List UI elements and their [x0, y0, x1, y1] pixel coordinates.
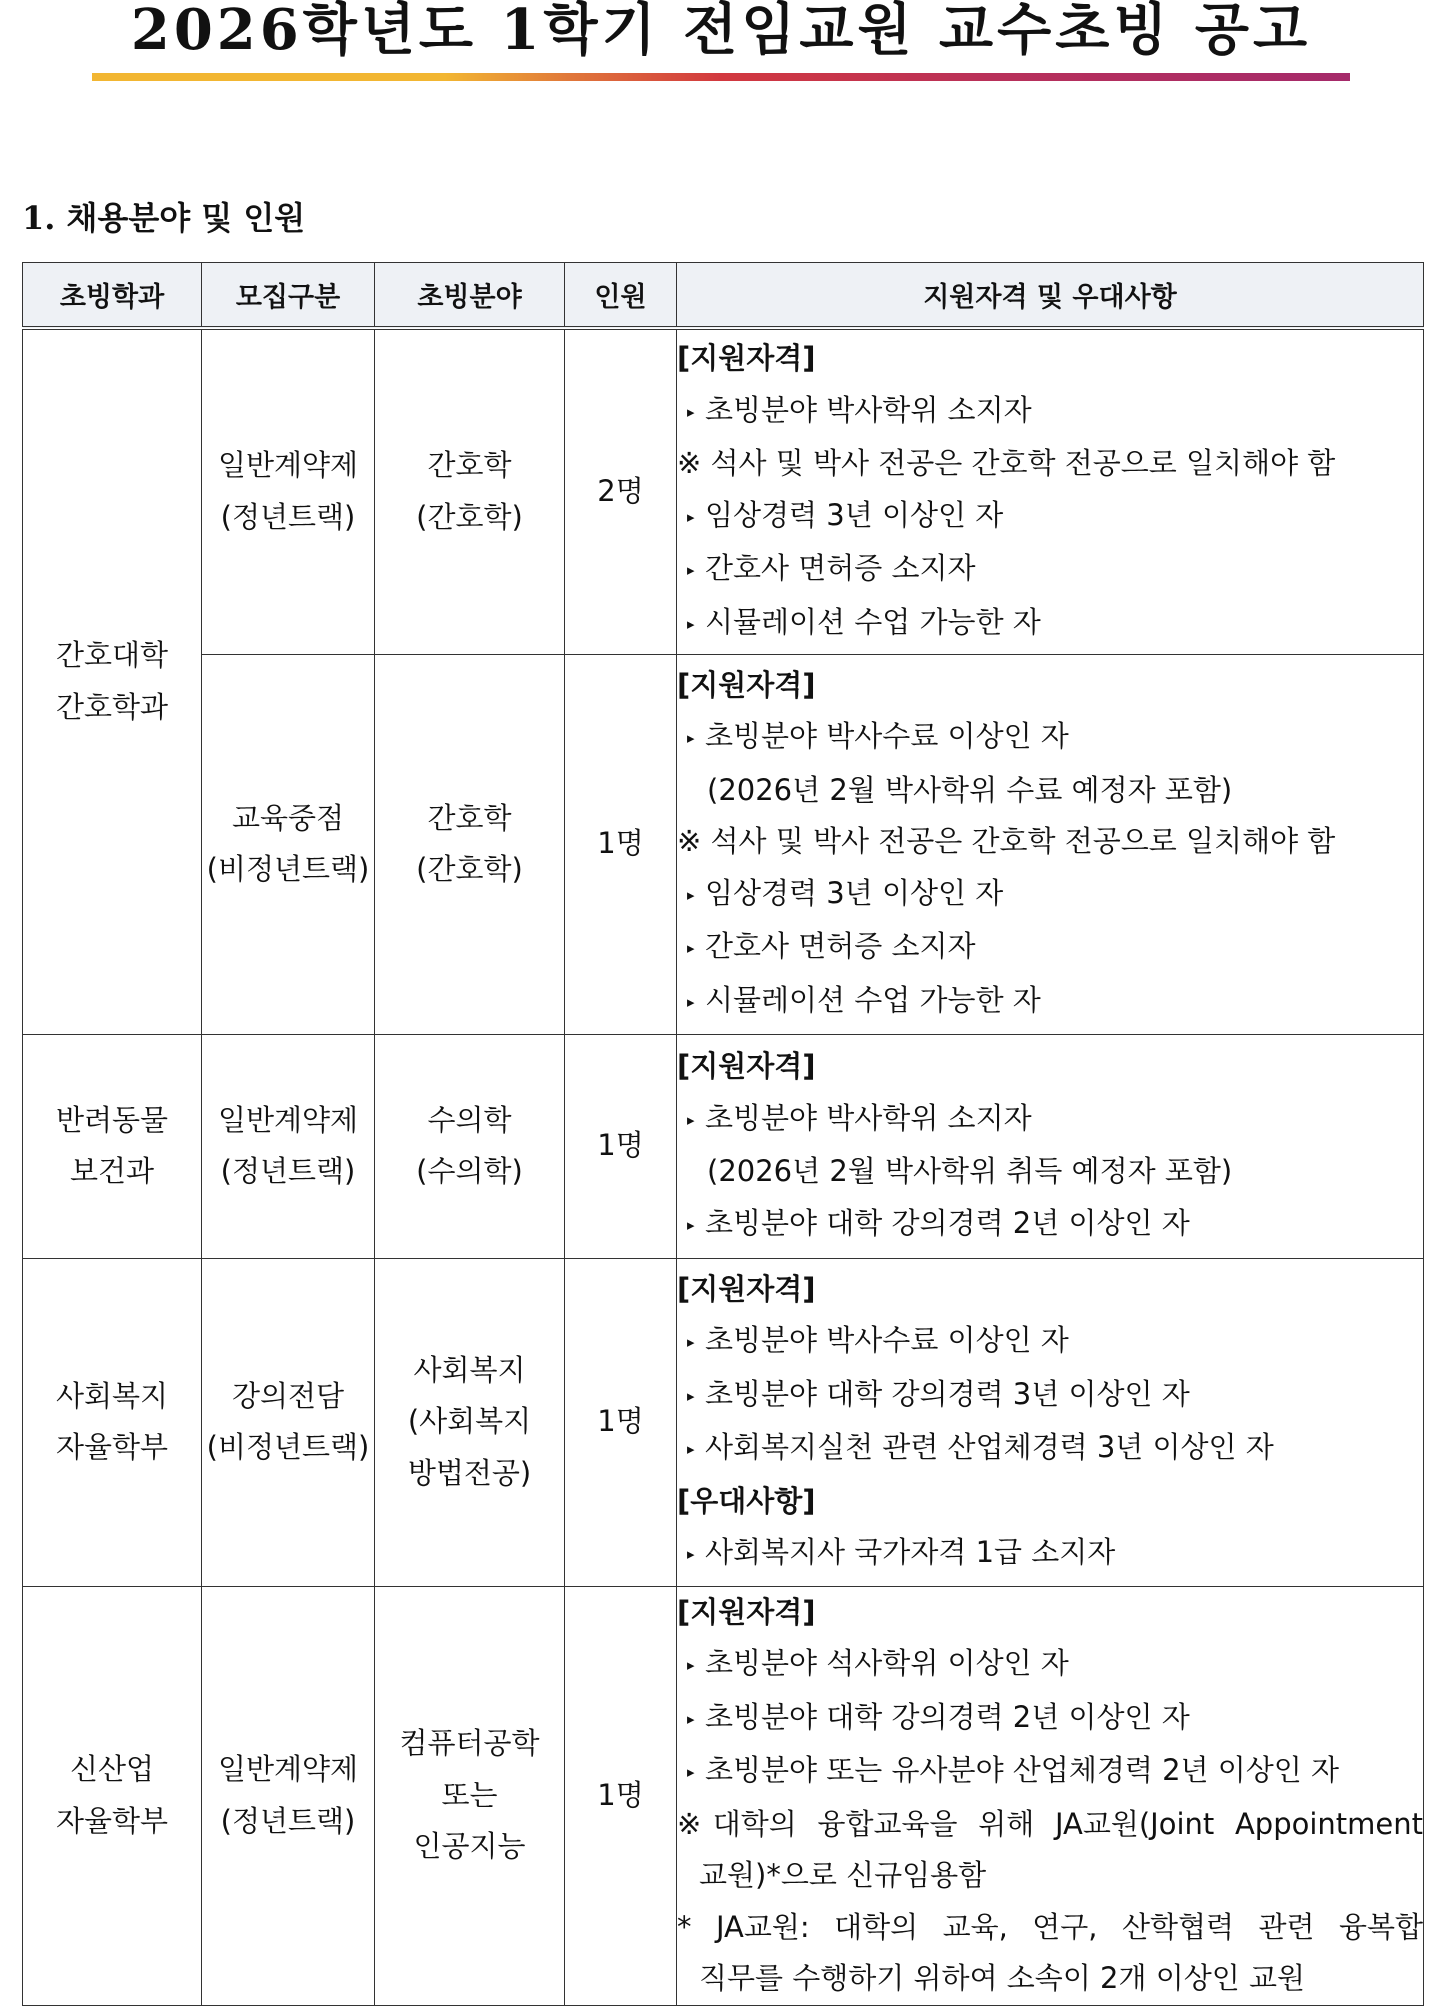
- qualification-title: [지원자격]: [677, 667, 816, 702]
- qualification-text: 시뮬레이션 수업 가능한 자: [705, 982, 1041, 1017]
- qualification-item: [677, 1369, 1423, 1423]
- qualification-item: [677, 1745, 1423, 1799]
- qualification-text: 초빙분야 박사수료 이상인 자: [705, 719, 1069, 754]
- header-type: 모집구분: [202, 263, 375, 329]
- qualification-title: [지원자격]: [677, 341, 816, 376]
- preference-title: [우대사항]: [677, 1483, 816, 1518]
- dept-line: 반려동물: [55, 1102, 169, 1137]
- qualification-cell: [677, 1586, 1424, 2005]
- header-count: 인원: [565, 263, 677, 329]
- dept-cell: [23, 1034, 202, 1258]
- qualification-text: 초빙분야 또는 유사분야 산업체경력 2년 이상인 자: [705, 1753, 1340, 1787]
- field-cell: [375, 654, 565, 1034]
- field-line: (간호학): [416, 499, 523, 534]
- type-line: 강의전담: [231, 1378, 345, 1413]
- qualification-text: 초빙분야 대학 강의경력 3년 이상인 자: [705, 1376, 1190, 1411]
- table-row: [23, 1034, 1424, 1258]
- qualification-title: [지원자격]: [677, 1271, 816, 1306]
- qualification-text: 간호사 면허증 소지자: [705, 551, 976, 586]
- qualification-cell: [677, 328, 1424, 654]
- field-line: 컴퓨터공학: [399, 1726, 540, 1761]
- bullet-triangle-icon: ▸: [687, 1333, 695, 1351]
- count-cell: 2명: [565, 328, 677, 654]
- bullet-triangle-icon: ▸: [687, 939, 695, 958]
- type-line: (비정년트랙): [206, 1430, 370, 1464]
- type-line: 일반계약제: [217, 1102, 359, 1137]
- dept-line: 간호대학: [55, 638, 169, 673]
- qualification-paragraph: ※대학의 융합교육을 위해 JA교원(Joint Appointment: [677, 1806, 1423, 1841]
- qualification-item: [677, 543, 1423, 597]
- qualification-cell: [677, 1034, 1424, 1258]
- qualification-text: 임상경력 3년 이상인 자: [705, 875, 1004, 910]
- field-line: 간호학: [427, 800, 512, 835]
- bullet-triangle-icon: ▸: [687, 507, 695, 526]
- field-line: 사회복지: [413, 1352, 526, 1387]
- count-cell: 1명: [565, 1258, 677, 1586]
- qualification-text: 초빙분야 박사수료 이상인 자: [705, 1323, 1069, 1357]
- dept-line: 자율학부: [55, 1430, 169, 1464]
- table-header-row: [23, 263, 1424, 329]
- qualification-text: 사회복지사 국가자격 1급 소지자: [705, 1535, 1116, 1569]
- qualification-cell: [677, 1258, 1424, 1586]
- qualification-item: [677, 1692, 1423, 1746]
- table-row: [23, 1258, 1424, 1586]
- qualification-text: 시뮬레이션 수업 가능한 자: [705, 604, 1041, 639]
- bullet-triangle-icon: ▸: [687, 885, 695, 904]
- table-row: [23, 654, 1424, 1034]
- type-line: 일반계약제: [217, 448, 359, 483]
- qualification-text: 초빙분야 대학 강의경력 2년 이상인 자: [705, 1699, 1190, 1734]
- qualification-item: [677, 868, 1423, 922]
- bullet-triangle-icon: ▸: [687, 1110, 695, 1129]
- type-cell: [202, 1034, 375, 1258]
- qualification-item: [677, 975, 1423, 1029]
- qualification-subnote: (2026년 2월 박사학위 수료 예정자 포함): [707, 772, 1233, 807]
- type-line: 일반계약제: [217, 1752, 359, 1786]
- bullet-triangle-icon: ▸: [687, 1709, 695, 1728]
- qualification-item: [677, 597, 1423, 651]
- dept-line: 사회복지: [55, 1378, 169, 1413]
- title-underline-bar: [92, 73, 1350, 81]
- table-row: [23, 1586, 1424, 2005]
- dept-line: 간호학과: [55, 689, 169, 724]
- bullet-triangle-icon: ▸: [687, 1440, 695, 1458]
- bullet-triangle-icon: ▸: [687, 1386, 695, 1405]
- field-cell: [375, 328, 565, 654]
- dept-line: 보건과: [69, 1154, 155, 1188]
- field-line: 간호학: [427, 448, 512, 483]
- field-line: 또는: [441, 1777, 498, 1812]
- qualification-text: 초빙분야 박사학위 소지자: [705, 392, 1032, 427]
- bullet-triangle-icon: ▸: [687, 1763, 695, 1781]
- qualification-text: 간호사 면허증 소지자: [705, 929, 976, 964]
- type-line: (정년트랙): [220, 1154, 356, 1188]
- qualification-item: [677, 1093, 1423, 1147]
- table-row: [23, 328, 1424, 654]
- recruitment-table: [22, 262, 1424, 2006]
- field-line: 인공지능: [413, 1829, 526, 1864]
- field-line: 방법전공): [407, 1455, 532, 1490]
- qualification-item: [677, 711, 1423, 765]
- qualification-paragraph-cont: 직무를 수행하기 위하여 소속이 2개 이상인 교원: [699, 1961, 1306, 1995]
- qualification-item: [677, 1527, 1423, 1581]
- qualification-cell: [677, 654, 1424, 1034]
- count-cell: 1명: [565, 654, 677, 1034]
- qualification-paragraph-cont: 교원)*으로 신규임용함: [699, 1858, 987, 1892]
- dept-cell: [23, 1258, 202, 1586]
- qualification-text: 사회복지실천 관련 산업체경력 3년 이상인 자: [705, 1430, 1274, 1464]
- count-cell: 1명: [565, 1586, 677, 2005]
- dept-cell: [23, 328, 202, 1034]
- qualification-title: [지원자격]: [677, 1594, 816, 1629]
- qualification-item: [677, 1198, 1423, 1252]
- qualification-note: ※ 석사 및 박사 전공은 간호학 전공으로 일치해야 함: [677, 824, 1336, 859]
- section-heading: 1. 채용분야 및 인원: [22, 199, 306, 237]
- field-line: 수의학: [427, 1102, 512, 1137]
- qualification-item: [677, 490, 1423, 544]
- page-title: 2026학년도 1학기 전임교원 교수초빙 공고: [130, 0, 1312, 63]
- type-cell: [202, 1586, 375, 2005]
- qualification-title: [지원자격]: [677, 1049, 816, 1083]
- field-line: (수의학): [416, 1154, 523, 1188]
- qualification-text: 초빙분야 박사학위 소지자: [705, 1100, 1032, 1135]
- bullet-triangle-icon: ▸: [687, 402, 695, 421]
- header-qualifications: 지원자격 및 우대사항: [677, 263, 1424, 329]
- type-cell: [202, 654, 375, 1034]
- type-line: 교육중점: [231, 800, 345, 835]
- type-line: (정년트랙): [220, 499, 356, 534]
- bullet-triangle-icon: ▸: [687, 1215, 695, 1234]
- bullet-triangle-icon: ▸: [687, 1545, 695, 1563]
- qualification-text: 초빙분야 대학 강의경력 2년 이상인 자: [705, 1205, 1190, 1240]
- dept-line: 신산업: [69, 1752, 155, 1786]
- dept-line: 자율학부: [55, 1803, 169, 1838]
- field-cell: [375, 1034, 565, 1258]
- qualification-text: 초빙분야 석사학위 이상인 자: [705, 1646, 1069, 1680]
- qualification-item: [677, 1638, 1423, 1692]
- bullet-triangle-icon: ▸: [687, 729, 695, 748]
- qualification-note: ※ 석사 및 박사 전공은 간호학 전공으로 일치해야 함: [677, 446, 1336, 481]
- field-line: (간호학): [416, 852, 523, 886]
- qualification-item: [677, 1315, 1423, 1369]
- bullet-triangle-icon: ▸: [687, 614, 695, 633]
- qualification-item: [677, 921, 1423, 975]
- type-line: (비정년트랙): [206, 852, 370, 886]
- qualification-subnote: (2026년 2월 박사학위 취득 예정자 포함): [707, 1154, 1233, 1188]
- type-cell: [202, 328, 375, 654]
- field-line: (사회복지: [407, 1404, 532, 1439]
- qualification-paragraph: * JA교원: 대학의 교육, 연구, 산학협력 관련 융복합: [677, 1909, 1423, 1944]
- qualification-text: 임상경력 3년 이상인 자: [705, 497, 1004, 532]
- qualification-item: [677, 385, 1423, 439]
- bullet-triangle-icon: ▸: [687, 992, 695, 1011]
- dept-cell: [23, 1586, 202, 2005]
- field-cell: [375, 1586, 565, 2005]
- qualification-item: [677, 1422, 1423, 1476]
- bullet-triangle-icon: ▸: [687, 561, 695, 580]
- count-cell: 1명: [565, 1034, 677, 1258]
- type-cell: [202, 1258, 375, 1586]
- header-field: 초빙분야: [375, 263, 565, 329]
- field-cell: [375, 1258, 565, 1586]
- type-line: (정년트랙): [220, 1803, 356, 1838]
- header-dept: 초빙학과: [23, 263, 202, 329]
- bullet-triangle-icon: ▸: [687, 1656, 695, 1674]
- table-body: [23, 328, 1424, 2005]
